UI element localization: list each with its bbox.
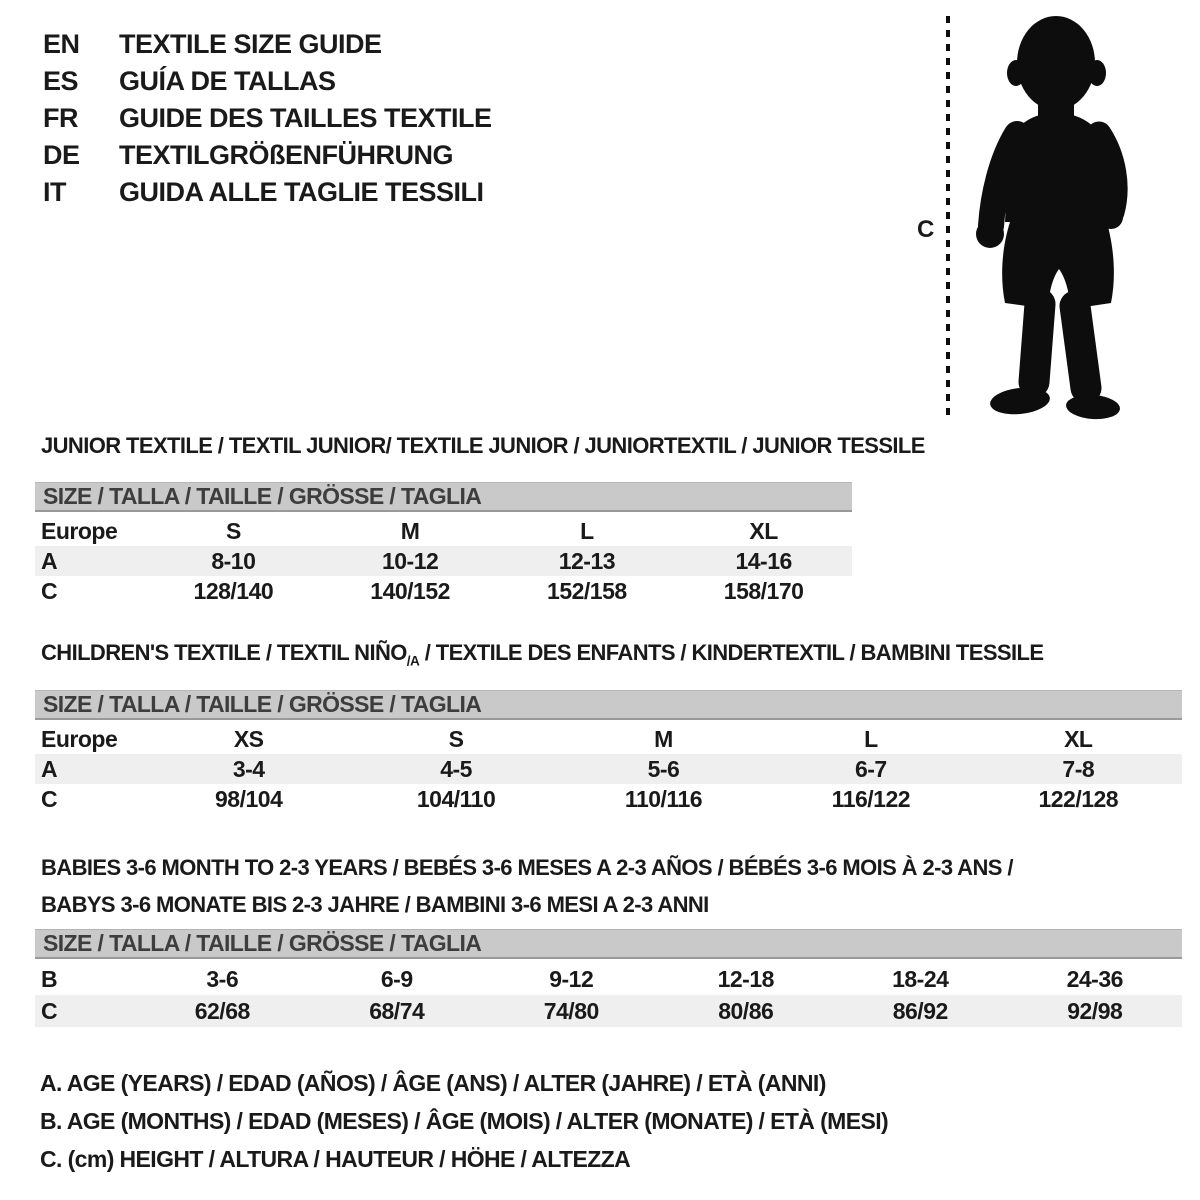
- language-code: DE: [43, 140, 80, 170]
- size-cell: L: [580, 517, 594, 544]
- value-cell: 9-12: [549, 965, 594, 992]
- table-row-age: [35, 754, 1182, 784]
- size-cell: L: [864, 725, 878, 752]
- section-title-children: [41, 640, 1182, 668]
- row-label: C: [41, 785, 58, 812]
- guide-title: TEXTILE SIZE GUIDE: [119, 29, 382, 59]
- size-cell: XS: [233, 725, 264, 752]
- height-dashed-line: [945, 16, 951, 420]
- section-title-junior: JUNIOR TEXTILE / TEXTIL JUNIOR/ TEXTILE JUNIOR / JUNIORTEXTIL / JUNIOR TESSILE: [41, 433, 925, 458]
- value-cell: 98/104: [215, 785, 283, 812]
- value-cell: 4-5: [352, 754, 559, 784]
- legend-line-b: B. AGE (MONTHS) / EDAD (MESES) / ÂGE (MOIS) / ALTER (MONATE) / ETÀ (MESI): [40, 1108, 889, 1134]
- guide-title: TEXTILGRÖßENFÜHRUNG: [119, 140, 453, 170]
- row-label: C: [35, 995, 135, 1027]
- table-row-months: [35, 963, 1182, 995]
- value-cell: 12-13: [499, 546, 676, 576]
- size-cell: XL: [1064, 725, 1093, 752]
- legend-line-c: C. (cm) HEIGHT / ALTURA / HAUTEUR / HÖHE / ALTEZZA: [40, 1146, 631, 1172]
- section-childrens-textile: [35, 640, 1182, 814]
- table-row-age: [35, 546, 852, 576]
- size-cell: S: [225, 517, 241, 544]
- value-cell: 12-18: [717, 965, 774, 992]
- junior-size-table: [35, 516, 852, 606]
- value-cell: 7-8: [975, 754, 1182, 784]
- value-cell: 158/170: [723, 577, 804, 604]
- size-header-bar: SIZE / TALLA / TAILLE / GRÖSSE / TAGLIA: [35, 929, 1182, 959]
- height-measure-figure: [915, 10, 1150, 425]
- value-cell: 152/158: [547, 577, 627, 604]
- size-cell: XL: [749, 517, 778, 544]
- language-code: EN: [43, 29, 80, 59]
- language-row: [43, 100, 492, 137]
- value-cell: 3-4: [145, 754, 352, 784]
- size-cell: M: [654, 725, 673, 752]
- value-cell: 110/116: [624, 785, 703, 812]
- legend-line-a: A. AGE (YEARS) / EDAD (AÑOS) / ÂGE (ANS) / ALTER (JAHRE) / ETÀ (ANNI): [40, 1070, 826, 1096]
- value-cell: 8-10: [145, 546, 322, 576]
- size-header-bar: SIZE / TALLA / TAILLE / GRÖSSE / TAGLIA: [35, 482, 852, 512]
- section-title-babies: [41, 849, 1182, 923]
- value-cell: 10-12: [322, 546, 499, 576]
- title-line-2: BABYS 3-6 MONATE BIS 2-3 JAHRE / BAMBINI 3-6 MESI A 2-3 ANNI: [41, 892, 709, 917]
- value-cell: 18-24: [892, 965, 949, 992]
- table-row-height: [35, 784, 1182, 814]
- value-cell: 122/128: [1038, 785, 1119, 812]
- guide-title: GUIDE DES TAILLES TEXTILE: [119, 103, 492, 133]
- row-label: A: [35, 546, 145, 576]
- language-code: ES: [43, 66, 79, 96]
- value-cell: 6-7: [767, 754, 974, 784]
- title-text: CHILDREN'S TEXTILE / TEXTIL NIÑO: [41, 640, 407, 665]
- value-cell: 86/92: [833, 995, 1008, 1027]
- value-cell: 14-16: [675, 546, 852, 576]
- table-row-europe: [35, 724, 1182, 754]
- value-cell: 104/110: [416, 785, 496, 812]
- value-cell: 140/152: [370, 577, 450, 604]
- table-row-europe: [35, 516, 852, 546]
- table-row-height: [35, 576, 852, 606]
- value-cell: 68/74: [310, 995, 485, 1027]
- section-junior-textile: [35, 433, 925, 606]
- size-header-bar: SIZE / TALLA / TAILLE / GRÖSSE / TAGLIA: [35, 690, 1182, 720]
- size-cell: M: [400, 517, 420, 544]
- guide-title: GUIDA ALLE TAGLIE TESSILI: [119, 177, 484, 207]
- guide-title: GUÍA DE TALLAS: [119, 66, 336, 96]
- language-title-block: [43, 26, 492, 211]
- toddler-silhouette-icon: [960, 10, 1140, 420]
- row-label: A: [35, 754, 145, 784]
- section-babies-textile: [35, 849, 1182, 1027]
- row-label: B: [41, 965, 58, 992]
- title-line-1: BABIES 3-6 MONTH TO 2-3 YEARS / BEBÉS 3-6 MESES A 2-3 AÑOS / BÉBÉS 3-6 MOIS À 2-3 ANS /: [41, 855, 1013, 880]
- language-row: [43, 174, 492, 211]
- language-row: [43, 137, 492, 174]
- value-cell: 80/86: [659, 995, 834, 1027]
- language-code: FR: [43, 103, 78, 133]
- size-cell: S: [448, 725, 464, 752]
- title-subscript: /A: [406, 653, 420, 669]
- value-cell: 116/122: [831, 785, 911, 812]
- language-row: [43, 63, 492, 100]
- value-cell: 6-9: [380, 965, 413, 992]
- measure-legend: [40, 1064, 888, 1178]
- value-cell: 74/80: [484, 995, 659, 1027]
- value-cell: 128/140: [193, 577, 274, 604]
- value-cell: 24-36: [1066, 965, 1123, 992]
- language-code: IT: [43, 177, 66, 207]
- language-row: [43, 26, 492, 63]
- table-row-height: [35, 995, 1182, 1027]
- row-label: Europe: [41, 517, 118, 544]
- title-text: / TEXTILE DES ENFANTS / KINDERTEXTIL / BAMBINI TESSILE: [419, 640, 1044, 665]
- value-cell: 62/68: [135, 995, 310, 1027]
- value-cell: 5-6: [560, 754, 767, 784]
- value-cell: 92/98: [1008, 995, 1183, 1027]
- children-size-table: [35, 724, 1182, 814]
- babies-size-table: [35, 963, 1182, 1027]
- height-measure-label: C: [917, 216, 934, 243]
- row-label: C: [41, 577, 58, 604]
- value-cell: 3-6: [206, 965, 239, 992]
- row-label: Europe: [41, 725, 118, 752]
